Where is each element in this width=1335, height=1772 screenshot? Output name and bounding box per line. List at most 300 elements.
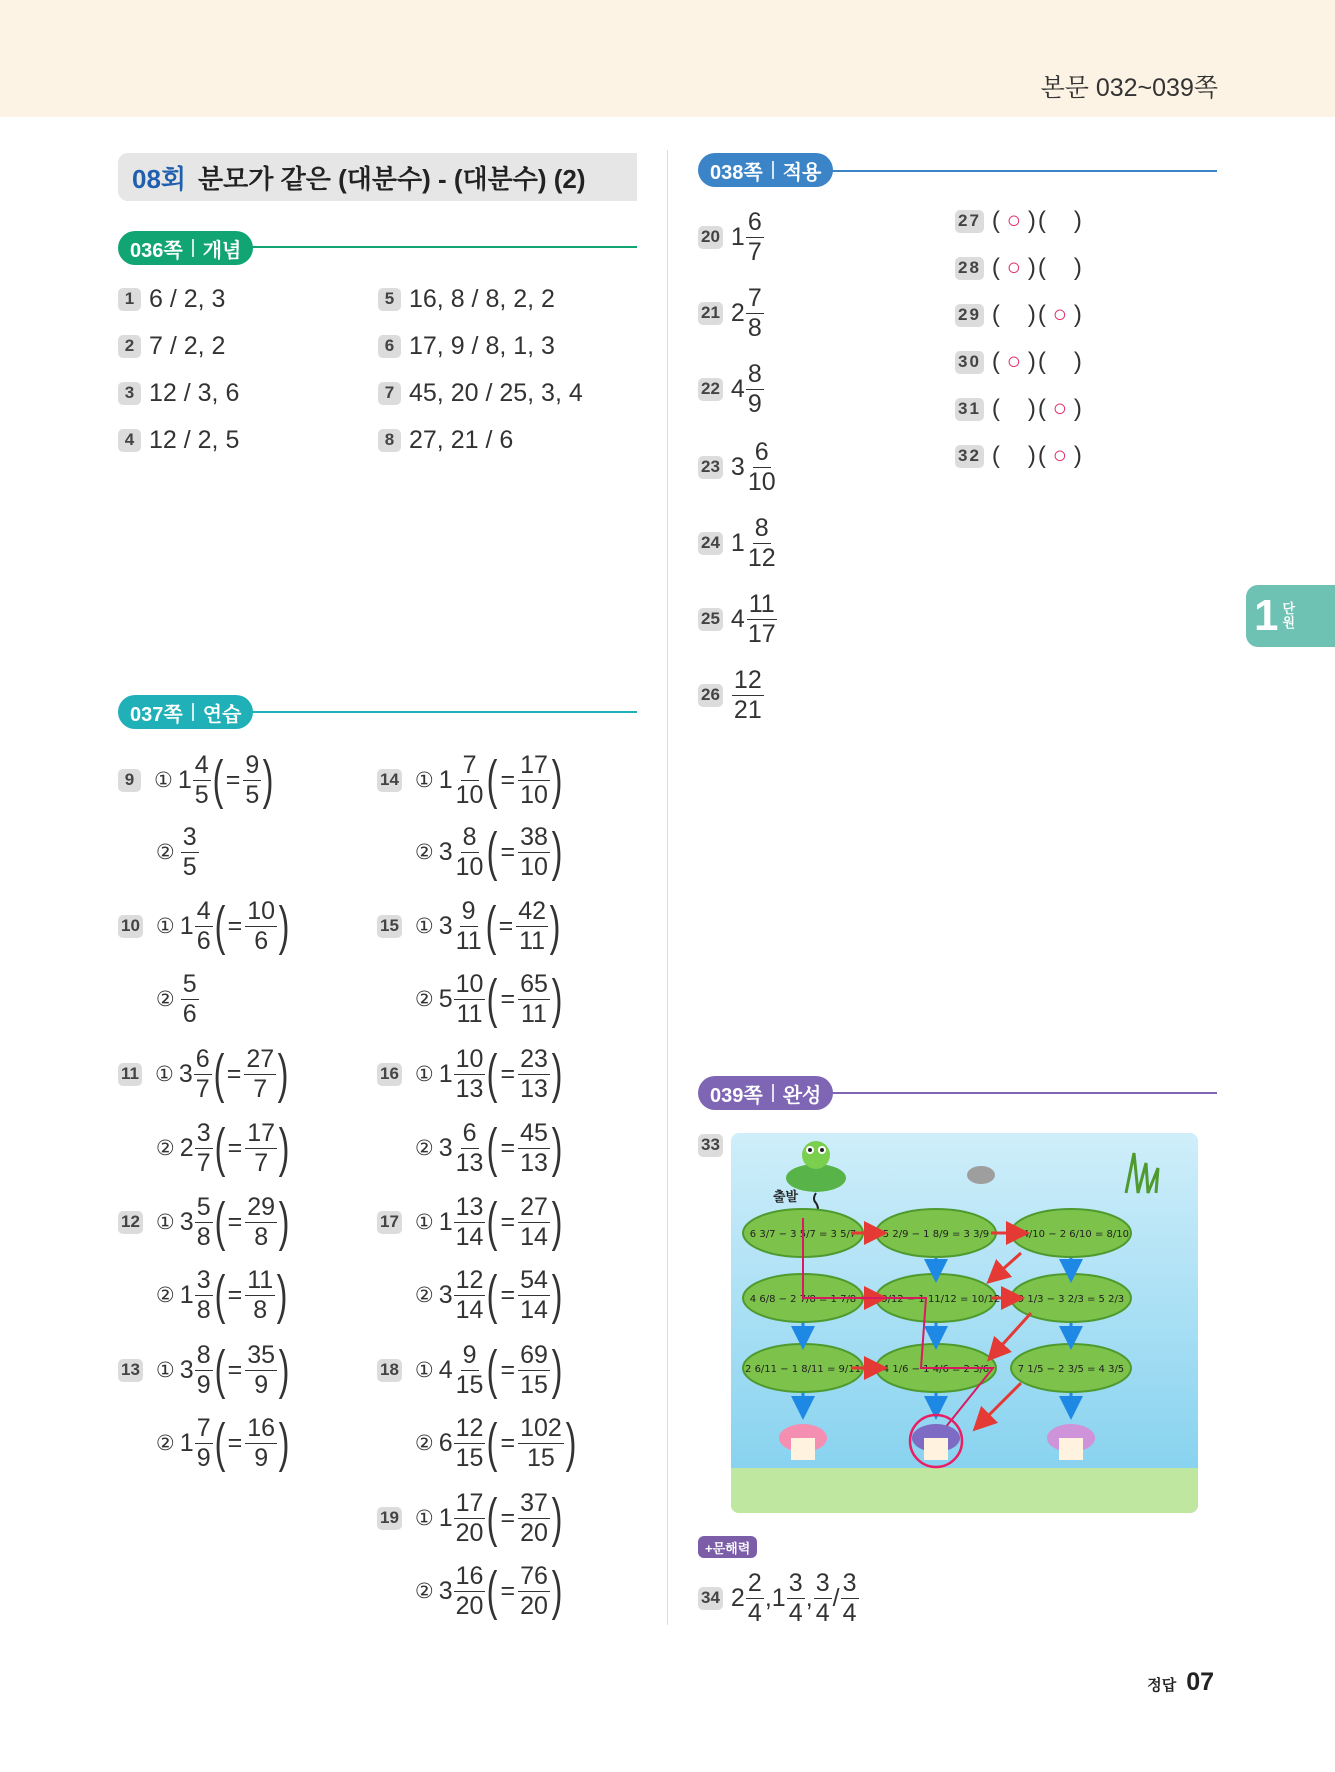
left-paren: ( [487, 1413, 498, 1473]
whole-part: 1 [179, 1280, 194, 1309]
equals-sign: = [227, 911, 243, 940]
fraction [746, 437, 778, 496]
unit-label: 단 원 [1282, 601, 1296, 630]
left-paren: ( [487, 1192, 498, 1252]
pill-divider [192, 239, 194, 257]
concept-answer [378, 331, 555, 361]
fraction [518, 1118, 550, 1177]
numerator: 11 [748, 589, 775, 618]
lily-pads [743, 1209, 1131, 1392]
left-paren: ( [487, 1118, 498, 1178]
whole-part: 3 [438, 1280, 453, 1309]
left-paren: ( [487, 969, 498, 1029]
denominator: 13 [520, 1148, 548, 1177]
numerator: 12 [455, 1265, 484, 1294]
sub-number: ① [414, 1210, 434, 1234]
left-paren: ( [485, 896, 496, 956]
fraction [518, 1561, 550, 1620]
numerator: 6 [461, 1121, 479, 1149]
whole-part: 1 [438, 1207, 453, 1236]
pad-expression: 4 1/6 − 1 4/6 = 2 3/6 [882, 1364, 990, 1375]
pill-label: 개념 [202, 239, 242, 262]
question-number: 4 [118, 429, 141, 452]
equals-sign: = [500, 1133, 516, 1162]
pill-divider [192, 703, 194, 721]
slash: / [832, 1583, 840, 1612]
choice-answer [955, 442, 1084, 470]
practice-answer [118, 1413, 290, 1473]
sub-number: ① [414, 1062, 434, 1086]
numerator: 3 [841, 1571, 859, 1599]
left-paren: ( [214, 896, 226, 956]
answer-text: 16, 8 / 8, 2, 2 [409, 284, 555, 313]
left-paren: ( [212, 750, 224, 810]
numerator: 2 [746, 1571, 764, 1599]
concept-answer [378, 425, 513, 455]
fraction [746, 589, 778, 648]
fraction [195, 896, 213, 955]
fraction [244, 1044, 276, 1103]
equals-sign: = [500, 1059, 516, 1088]
whole-part: 5 [438, 984, 453, 1013]
right-paren: ) [551, 750, 563, 810]
left-paren: ( [487, 1561, 498, 1621]
fraction [746, 513, 778, 572]
sub-number: ② [414, 840, 434, 864]
fraction [732, 665, 764, 724]
equals-sign: = [227, 1355, 243, 1384]
numerator: 7 [195, 1416, 213, 1444]
fraction [454, 1340, 486, 1399]
question-number: 3 [118, 382, 141, 405]
pad-expression: 7 1/5 − 2 3/5 = 4 3/5 [1017, 1364, 1125, 1375]
lily-pad [1011, 1344, 1131, 1392]
denominator: 9 [254, 1443, 269, 1472]
sub-number: ② [155, 840, 175, 864]
question-number: 30 [955, 351, 984, 374]
numerator: 9 [461, 1343, 479, 1371]
maze-illustration [731, 1133, 1198, 1513]
fraction [245, 1192, 277, 1251]
start-label: 출발 [773, 1190, 799, 1205]
practice-answer [377, 1118, 563, 1178]
question-number: 16 [377, 1063, 402, 1086]
whole-part: 1 [179, 1428, 194, 1457]
left-paren: ( [487, 1340, 498, 1400]
practice-answer [118, 1118, 290, 1178]
pad-expression: 9 1/3 − 3 2/3 = 5 2/3 [1017, 1294, 1125, 1305]
denominator: 14 [520, 1295, 548, 1324]
denominator: 10 [520, 780, 548, 809]
pill-page: 036쪽 [130, 239, 183, 262]
numerator: 27 [520, 1192, 548, 1221]
concept-answer [118, 378, 239, 408]
left-paren: ( [214, 1413, 226, 1473]
right-paren: ) [276, 1265, 288, 1325]
numerator: 10 [455, 969, 484, 998]
denominator: 17 [747, 619, 776, 648]
paren-text: )( [1027, 395, 1048, 422]
right-paren: ) [551, 1340, 563, 1400]
whole-part: 3 [179, 1355, 194, 1384]
fraction [454, 969, 486, 1028]
denominator: 8 [196, 1295, 211, 1324]
numerator: 10 [455, 1044, 484, 1073]
paren-text: ) [1073, 254, 1084, 281]
apply-answer [698, 207, 765, 267]
denominator: 4 [747, 1598, 762, 1627]
fraction [518, 1488, 550, 1547]
footer-label: 정답 [1147, 1677, 1177, 1694]
right-paren: ) [551, 1118, 563, 1178]
question-number: 24 [698, 532, 723, 555]
literacy-badge: +문해력 [698, 1536, 757, 1558]
question-number: 22 [698, 378, 723, 401]
concept-answer [378, 284, 555, 314]
left-paren: ( [487, 822, 498, 882]
practice-answer [118, 969, 200, 1029]
pill-label: 완성 [782, 1084, 822, 1107]
numerator: 42 [518, 896, 547, 925]
fraction [194, 1044, 212, 1103]
denominator: 8 [254, 1222, 269, 1251]
practice-answer [377, 1340, 563, 1400]
practice-answer [377, 896, 561, 956]
practice-answer [377, 822, 563, 882]
choice-answer [955, 301, 1084, 329]
whole-part: 1 [438, 1503, 453, 1532]
question-number: 10 [118, 915, 143, 938]
denominator: 10 [747, 467, 776, 496]
denominator: 4 [788, 1598, 803, 1627]
question-number: 17 [377, 1211, 402, 1234]
whole-part: 4 [730, 604, 745, 633]
unit-tab[interactable] [1246, 585, 1335, 647]
pill-label: 적용 [782, 161, 822, 184]
left-paren: ( [487, 1265, 498, 1325]
numerator: 17 [455, 1488, 484, 1517]
denominator: 13 [455, 1074, 484, 1103]
equals-sign: = [227, 1133, 243, 1162]
whole-part: 3 [438, 1133, 453, 1162]
numerator: 13 [455, 1192, 484, 1221]
concept-answer [378, 378, 583, 408]
sub-number: ① [414, 768, 434, 792]
denominator: 5 [182, 852, 197, 881]
fraction [454, 1561, 486, 1620]
equals-sign: = [226, 1059, 242, 1088]
fraction [518, 969, 550, 1028]
numerator: 4 [195, 899, 213, 927]
question-number: 9 [118, 769, 141, 792]
numerator: 6 [194, 1047, 212, 1075]
left-paren: ( [214, 1340, 226, 1400]
numerator: 12 [455, 1413, 484, 1442]
denominator: 8 [196, 1222, 211, 1251]
practice-answer [118, 822, 200, 882]
answer-text: 12 / 3, 6 [149, 378, 240, 407]
question-number: 34 [698, 1587, 723, 1610]
question-number: 31 [955, 398, 984, 421]
right-choice-mark: ○ [1052, 301, 1070, 328]
pill-039 [698, 1076, 833, 1110]
right-paren: ) [551, 969, 563, 1029]
right-paren: ) [551, 1192, 563, 1252]
equals-sign: = [225, 765, 241, 794]
paren-text: )( [1027, 254, 1048, 281]
numerator: 17 [520, 750, 548, 779]
denominator: 15 [520, 1370, 548, 1399]
fraction [454, 1413, 486, 1472]
numerator: 8 [195, 1343, 213, 1371]
equals-sign: = [500, 1355, 516, 1384]
numerator: 38 [520, 822, 548, 851]
denominator: 10 [455, 780, 484, 809]
fraction [195, 1265, 213, 1324]
fraction [746, 359, 764, 418]
rule-037 [250, 711, 637, 713]
fraction [814, 1568, 832, 1627]
section-title [118, 153, 637, 201]
question-number: 21 [698, 302, 723, 325]
practice-answer [377, 1044, 563, 1104]
left-choice-mark: ○ [1006, 254, 1024, 281]
fraction [245, 1340, 277, 1399]
answer-text: 7 / 2, 2 [149, 331, 226, 360]
whole-part: 1 [771, 1583, 786, 1612]
whole-part: 4 [438, 1355, 453, 1384]
fraction [454, 1192, 486, 1251]
paren-text: ) [1073, 348, 1084, 375]
practice-answer [377, 1265, 563, 1325]
question-number: 5 [378, 288, 401, 311]
numerator: 16 [247, 1413, 276, 1442]
equals-sign: = [498, 911, 514, 940]
equals-sign: = [500, 1576, 516, 1605]
rule-038 [830, 170, 1217, 172]
right-paren: ) [551, 1488, 563, 1548]
denominator: 20 [455, 1591, 484, 1620]
fraction [195, 1413, 213, 1472]
whole-part: 1 [730, 222, 745, 251]
whole-part: 3 [179, 1207, 194, 1236]
practice-answer [377, 969, 563, 1029]
left-paren: ( [487, 1488, 498, 1548]
fraction [195, 1192, 213, 1251]
apply-answer [698, 589, 779, 649]
equals-sign: = [500, 1503, 516, 1532]
question-number: 19 [377, 1507, 402, 1530]
question-number: 6 [378, 335, 401, 358]
numerator: 5 [195, 1195, 213, 1223]
whole-part: 2 [730, 1583, 745, 1612]
question-number: 18 [377, 1359, 402, 1382]
pill-label: 연습 [202, 703, 242, 726]
apply-answer [698, 359, 765, 419]
lily-pad [743, 1344, 863, 1392]
sub-number: ② [414, 1579, 434, 1603]
column-divider [667, 150, 668, 1625]
fraction [454, 1118, 486, 1177]
sub-number: ② [155, 1283, 175, 1307]
q34-answer [698, 1568, 860, 1628]
fraction [245, 1265, 275, 1324]
comma: , [805, 1583, 813, 1612]
equals-sign: = [227, 1428, 243, 1457]
whole-part: 3 [438, 911, 453, 940]
sub-number: ① [155, 1358, 175, 1382]
denominator: 15 [455, 1370, 484, 1399]
right-paren: ) [551, 822, 563, 882]
fraction [454, 822, 486, 881]
question-number: 20 [698, 226, 723, 249]
paren-text: )( [1027, 442, 1048, 469]
fraction [454, 896, 484, 955]
sub-number: ① [154, 768, 173, 792]
denominator: 11 [520, 999, 547, 1028]
fraction [518, 822, 550, 881]
question-number: 29 [955, 304, 984, 327]
paren-text: ( [991, 442, 1002, 469]
numerator: 4 [193, 753, 211, 781]
question-number: 11 [118, 1063, 142, 1086]
question-number: 12 [118, 1211, 143, 1234]
right-paren: ) [551, 1561, 563, 1621]
numerator: 5 [181, 972, 199, 1000]
fraction [746, 283, 764, 342]
pad-expression: 3 4/10 − 2 6/10 = 8/10 [1013, 1229, 1129, 1240]
denominator: 9 [196, 1370, 211, 1399]
pill-page: 037쪽 [130, 703, 183, 726]
equals-sign: = [500, 984, 516, 1013]
numerator: 12 [733, 665, 762, 694]
right-paren: ) [551, 1044, 563, 1104]
right-paren: ) [278, 1118, 290, 1178]
right-choice-mark: ○ [1052, 442, 1070, 469]
paren-text: ) [1073, 395, 1084, 422]
whole-part: 3 [438, 837, 453, 866]
equals-sign: = [500, 1280, 516, 1309]
paren-text: )( [1027, 207, 1048, 234]
denominator: 14 [455, 1222, 484, 1251]
choice-answer [955, 254, 1084, 282]
numerator: 11 [247, 1265, 274, 1294]
denominator: 7 [747, 237, 762, 266]
whole-part: 1 [177, 765, 192, 794]
numerator: 76 [520, 1561, 548, 1590]
numerator: 65 [520, 969, 548, 998]
concept-answer [118, 331, 225, 361]
numerator: 8 [746, 362, 764, 390]
pill-038 [698, 153, 833, 187]
equals-sign: = [227, 1280, 243, 1309]
paren-text: ) [1073, 442, 1084, 469]
denominator: 8 [747, 313, 762, 342]
equals-sign: = [500, 765, 516, 794]
pad-expression: 4 6/8 − 2 7/8 = 1 7/8 [749, 1294, 857, 1305]
grass-strip [731, 1468, 1198, 1513]
right-choice-mark: ○ [1052, 395, 1070, 422]
denominator: 10 [520, 852, 548, 881]
pill-037 [118, 695, 253, 729]
denominator: 7 [254, 1148, 269, 1177]
pad-expression: 5 2/9 − 1 8/9 = 3 3/9 [882, 1229, 990, 1240]
sub-number: ① [154, 1062, 174, 1086]
sub-number: ① [155, 1210, 175, 1234]
question-number: 23 [698, 456, 723, 479]
right-paren: ) [549, 896, 561, 956]
practice-answer [377, 1488, 563, 1548]
fraction [454, 750, 486, 809]
question-number: 14 [377, 769, 402, 792]
sub-number: ② [155, 987, 175, 1011]
left-choice-mark: ○ [1006, 207, 1024, 234]
practice-answer [118, 1044, 289, 1104]
right-paren: ) [262, 750, 274, 810]
numerator: 102 [520, 1413, 562, 1442]
sub-number: ① [155, 914, 175, 938]
denominator: 20 [520, 1591, 548, 1620]
denominator: 8 [253, 1295, 268, 1324]
pill-page: 039쪽 [710, 1084, 763, 1107]
fraction [245, 1413, 277, 1472]
paren-text: ( [991, 301, 1002, 328]
question-number: 27 [955, 210, 984, 233]
whole-part: 4 [730, 374, 745, 403]
lily-pad [876, 1209, 996, 1257]
left-paren: ( [214, 1192, 226, 1252]
question-number: 25 [698, 608, 723, 631]
equals-sign: = [500, 1207, 516, 1236]
left-paren: ( [214, 1118, 226, 1178]
answer-text: 6 / 2, 3 [149, 284, 226, 313]
denominator: 12 [747, 543, 776, 572]
unit-number: 1 [1254, 591, 1279, 640]
fraction [787, 1568, 805, 1627]
fraction [245, 896, 277, 955]
apply-answer [698, 513, 779, 573]
practice-answer [118, 1265, 288, 1325]
denominator: 7 [253, 1074, 268, 1103]
fraction [516, 896, 548, 955]
denominator: 7 [195, 1074, 210, 1103]
right-paren: ) [278, 896, 290, 956]
sub-number: ② [155, 1431, 175, 1455]
practice-answer [118, 1340, 290, 1400]
numerator: 16 [455, 1561, 484, 1590]
practice-answer [377, 1192, 563, 1252]
numerator: 9 [460, 899, 478, 927]
fraction [746, 207, 764, 266]
denominator: 20 [455, 1518, 484, 1547]
sub-number: ① [414, 914, 434, 938]
answer-text: 27, 21 / 6 [409, 425, 514, 454]
denominator: 13 [455, 1148, 484, 1177]
apply-answer [698, 283, 765, 343]
sub-number: ① [414, 1358, 434, 1382]
right-paren: ) [277, 1044, 289, 1104]
fraction [454, 1265, 486, 1324]
denominator: 4 [842, 1598, 857, 1627]
numerator: 8 [461, 825, 479, 853]
concept-answer [118, 284, 225, 314]
question-number: 8 [378, 429, 401, 452]
fraction [518, 1192, 550, 1251]
numerator: 8 [753, 516, 771, 544]
right-paren: ) [551, 1265, 563, 1325]
sub-number: ② [414, 987, 434, 1011]
fraction [841, 1568, 859, 1627]
